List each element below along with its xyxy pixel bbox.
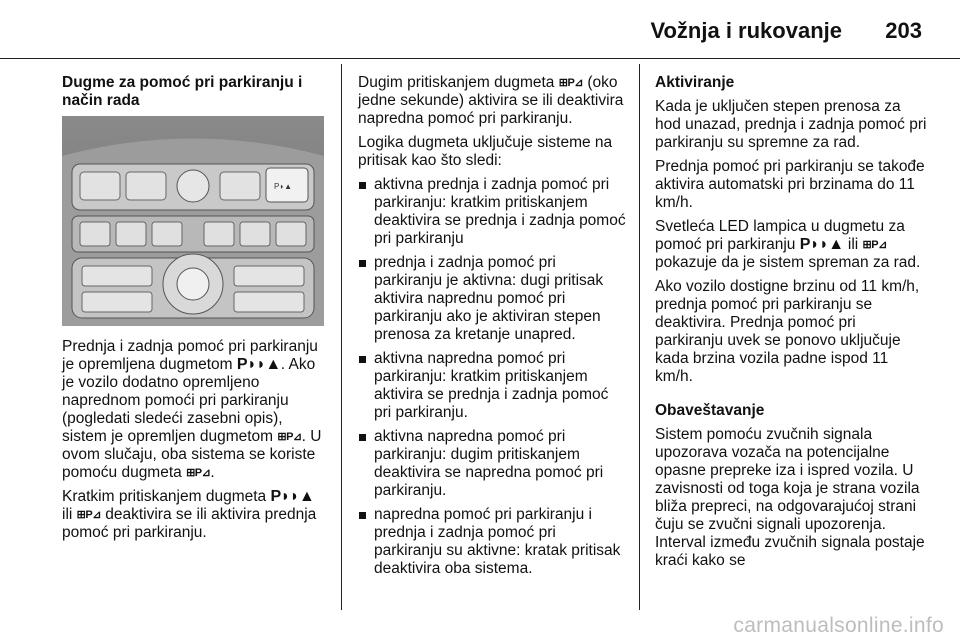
park-assist-icon: P◗◗▲ (236, 356, 281, 373)
paragraph: Kada je uključen stepen prenosa za hod unazad, prednja i zadnja pomoć pri parkiranju su spremne za rad. (655, 98, 927, 151)
paragraph: Sistem pomoću zvučnih signala upozorava vozača na potencijalne opasne prepreke iza i ispred vozila. U zavisnosti od toga koja je strana vozila bliža prepreci, na odgovarajućoj strani čuju se zvučni signali upozorenja. Interval između zvučnih signala postaje kraći kako se (655, 426, 925, 569)
column-divider-2 (639, 64, 640, 610)
list-item: aktivna prednja i zadnja pomoć pri parkiranju: kratkim pritiskanjem deaktivira se prednja i zadnja pomoć pri parkiranju (358, 176, 626, 248)
page-number: 203 (885, 18, 922, 43)
section-heading: Aktiviranje (655, 74, 735, 91)
park-assist-icon: P◗◗▲ (270, 488, 315, 505)
svg-text:P◗▲: P◗▲ (274, 182, 293, 191)
paragraph: Prednja pomoć pri parkiranju se takođe aktivira automatski pri brzinama do 11 km/h. (655, 158, 925, 211)
console-photo (62, 116, 324, 326)
paragraph: Ako vozilo dostigne brzinu od 11 km/h, prednja pomoć pri parkiranju se deaktivira. Prednja pomoć pri parkiranju uvek se ponovo uključuje kada brzina vozila padne ispod 11 km/h. (655, 278, 920, 385)
advanced-park-assist-icon: ⊞P⊿ (76, 509, 101, 521)
list-item: prednja i zadnja pomoć pri parkiranju je aktivna: dugi pritisak aktivira naprednu pomoć pri parkiranju ako je aktiviran stepen prenosa za kretanje unapred. (358, 254, 626, 344)
advanced-park-assist-icon: ⊞P⊿ (558, 77, 584, 89)
column-1 (62, 74, 324, 548)
column-2 (358, 74, 626, 584)
paragraph: Kratkim pritiskanjem dugmeta P◗◗▲ ili ⊞P⊿ deaktivira se ili aktivira prednja pomoć pri parkiranju. (62, 488, 317, 541)
advanced-park-assist-icon: ⊞P⊿ (862, 239, 887, 251)
paragraph: Dugim pritiskanjem dugmeta ⊞P⊿ (oko jedne sekunde) aktivira se ili deaktivira napredna pomoć pri parkiranju. (358, 74, 624, 127)
park-assist-icon: P◗◗▲ (799, 236, 844, 253)
section-heading: Dugme za pomoć pri parkiranju i način rada (62, 74, 303, 109)
header-rule (0, 58, 960, 59)
paragraph: Logika dugmeta uključuje sisteme na pritisak kao što sledi: (358, 134, 613, 169)
column-3 (655, 74, 927, 576)
advanced-park-assist-icon: ⊞P⊿ (277, 431, 302, 443)
list-item: aktivna napredna pomoć pri parkiranju: kratkim pritiskanjem aktivira se prednja i zadnja pomoć pri parkiranju. (358, 350, 626, 422)
paragraph: Svetleća LED lampica u dugmetu za pomoć pri parkiranju P◗◗▲ ili ⊞P⊿ pokazuje da je sistem spreman za rad. (655, 218, 921, 271)
bullet-list (358, 176, 626, 578)
column-divider-1 (341, 64, 342, 610)
list-item: aktivna napredna pomoć pri parkiranju: dugim pritiskanjem deaktivira se napredna pomoć pri parkiranju. (358, 428, 626, 500)
list-item: napredna pomoć pri parkiranju i prednja i zadnja pomoć pri parkiranju su aktivne: kratak pritisak deaktivira oba sistema. (358, 506, 626, 578)
page-header-title: Vožnja i rukovanje (650, 18, 842, 43)
paragraph: Prednja i zadnja pomoć pri parkiranju je opremljena dugmetom P◗◗▲. Ako je vozilo dodatno opremljeno naprednom pomoći pri parkiranju (pogledati sledeći zasebni opis), sistem je opremljen dugmetom ⊞P⊿. U ovom slučaju, oba sistema se koriste pomoću dugmeta ⊞P⊿. (62, 338, 322, 481)
section-heading: Obaveštavanje (655, 402, 765, 419)
advanced-park-assist-icon: ⊞P⊿ (186, 467, 211, 479)
watermark: carmanualsonline.info (733, 614, 944, 637)
